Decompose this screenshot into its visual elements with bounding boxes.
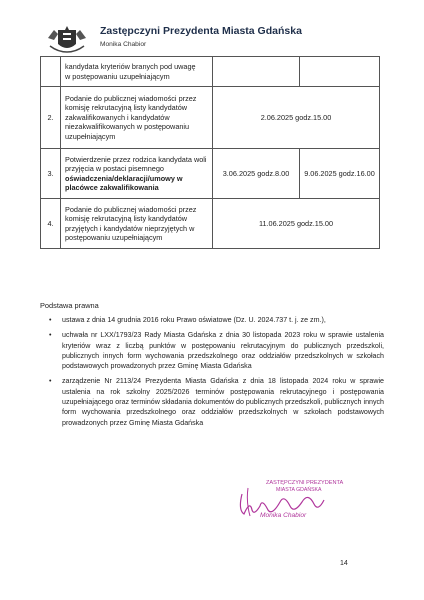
row-description: Podanie do publicznej wiadomości przez komisję rekrutacyjną listy kandydatów przyjętych i kandydatów nieprzyjętych w postępowaniu uzupełniającym [61, 199, 213, 249]
legal-basis-heading: Podstawa prawna [40, 301, 99, 310]
header-title: Zastępczyni Prezydenta Miasta Gdańska [100, 25, 302, 37]
row-number: 3. [41, 149, 61, 199]
list-item: • uchwała nr LXX/1793/23 Rady Miasta Gdańska z dnia 30 listopada 2023 roku w sprawie ustalenia kryteriów wraz z liczbą punktów w postępowaniu rekrutacyjnym do publicznych przedszkoli, publicznych innych form wychowania przedszkolnego oraz oddziałów przedszkolnych w szkołach podstawowych prowadzonych przez Gminę Miasta Gdańska [49, 331, 384, 371]
row-date-end [300, 57, 380, 87]
table-row [41, 87, 380, 149]
row-number: 4. [41, 199, 61, 249]
row-date: 2.06.2025 godz.15.00 [213, 87, 380, 149]
header-subtitle: Monika Chabior [100, 41, 147, 48]
table-row [41, 199, 380, 249]
row-number: 2. [41, 87, 61, 149]
schedule-table [40, 56, 380, 249]
stamp-city: MIASTA GDAŃSKA [276, 487, 322, 493]
page-header [40, 22, 380, 56]
bullet-icon: • [49, 316, 52, 324]
row-description: Podanie do publicznej wiadomości przez komisję rekrutacyjną listy kandydatów zakwalifikowanych i kandydatów niezakwalifikowanych w postępowaniu uzupełniającym [61, 87, 213, 149]
list-item: • ustawa z dnia 14 grudnia 2016 roku Prawo oświatowe (Dz. U. 2024.737 t. j. ze zm.), [49, 316, 326, 324]
row-description: Potwierdzenie przez rodzica kandydata woli przyjęcia w postaci pisemnego oświadczenia/deklaracji/umowy w placówce zakwalifikowania [61, 149, 213, 199]
gdansk-crest-icon [46, 24, 88, 54]
row-date-end: 9.06.2025 godz.16.00 [300, 149, 380, 199]
legal-basis-list [46, 315, 384, 433]
row-date: 11.06.2025 godz.15.00 [213, 199, 380, 249]
signature-stamp [228, 480, 344, 544]
row-date-start [213, 57, 300, 87]
row-date-start: 3.06.2025 godz.8.00 [213, 149, 300, 199]
row-number [41, 57, 61, 87]
table-row [41, 149, 380, 199]
list-item: • zarządzenie Nr 2113/24 Prezydenta Miasta Gdańska z dnia 18 listopada 2024 roku w sprawie ustalenia na rok szkolny 2025/2026 terminów postępowania rekrutacyjnego i postępowania uzupełniającego oraz terminów składania dokumentów do publicznych przedszkoli, publicznych innych form wychowania przedszkolnego oraz oddziałów przedszkolnych w szkołach podstawowych prowadzonych przez Gminę Miasta Gdańska [49, 377, 384, 427]
row-description: kandydata kryteriów branych pod uwagę w postępowaniu uzupełniającym [61, 57, 213, 87]
bullet-icon: • [49, 377, 52, 386]
table-row [41, 57, 380, 87]
stamp-name: Monika Chabior [260, 512, 307, 519]
page-number: 14 [340, 560, 348, 567]
bullet-icon: • [49, 331, 52, 340]
stamp-title: ZASTĘPCZYNI PREZYDENTA [266, 480, 344, 486]
